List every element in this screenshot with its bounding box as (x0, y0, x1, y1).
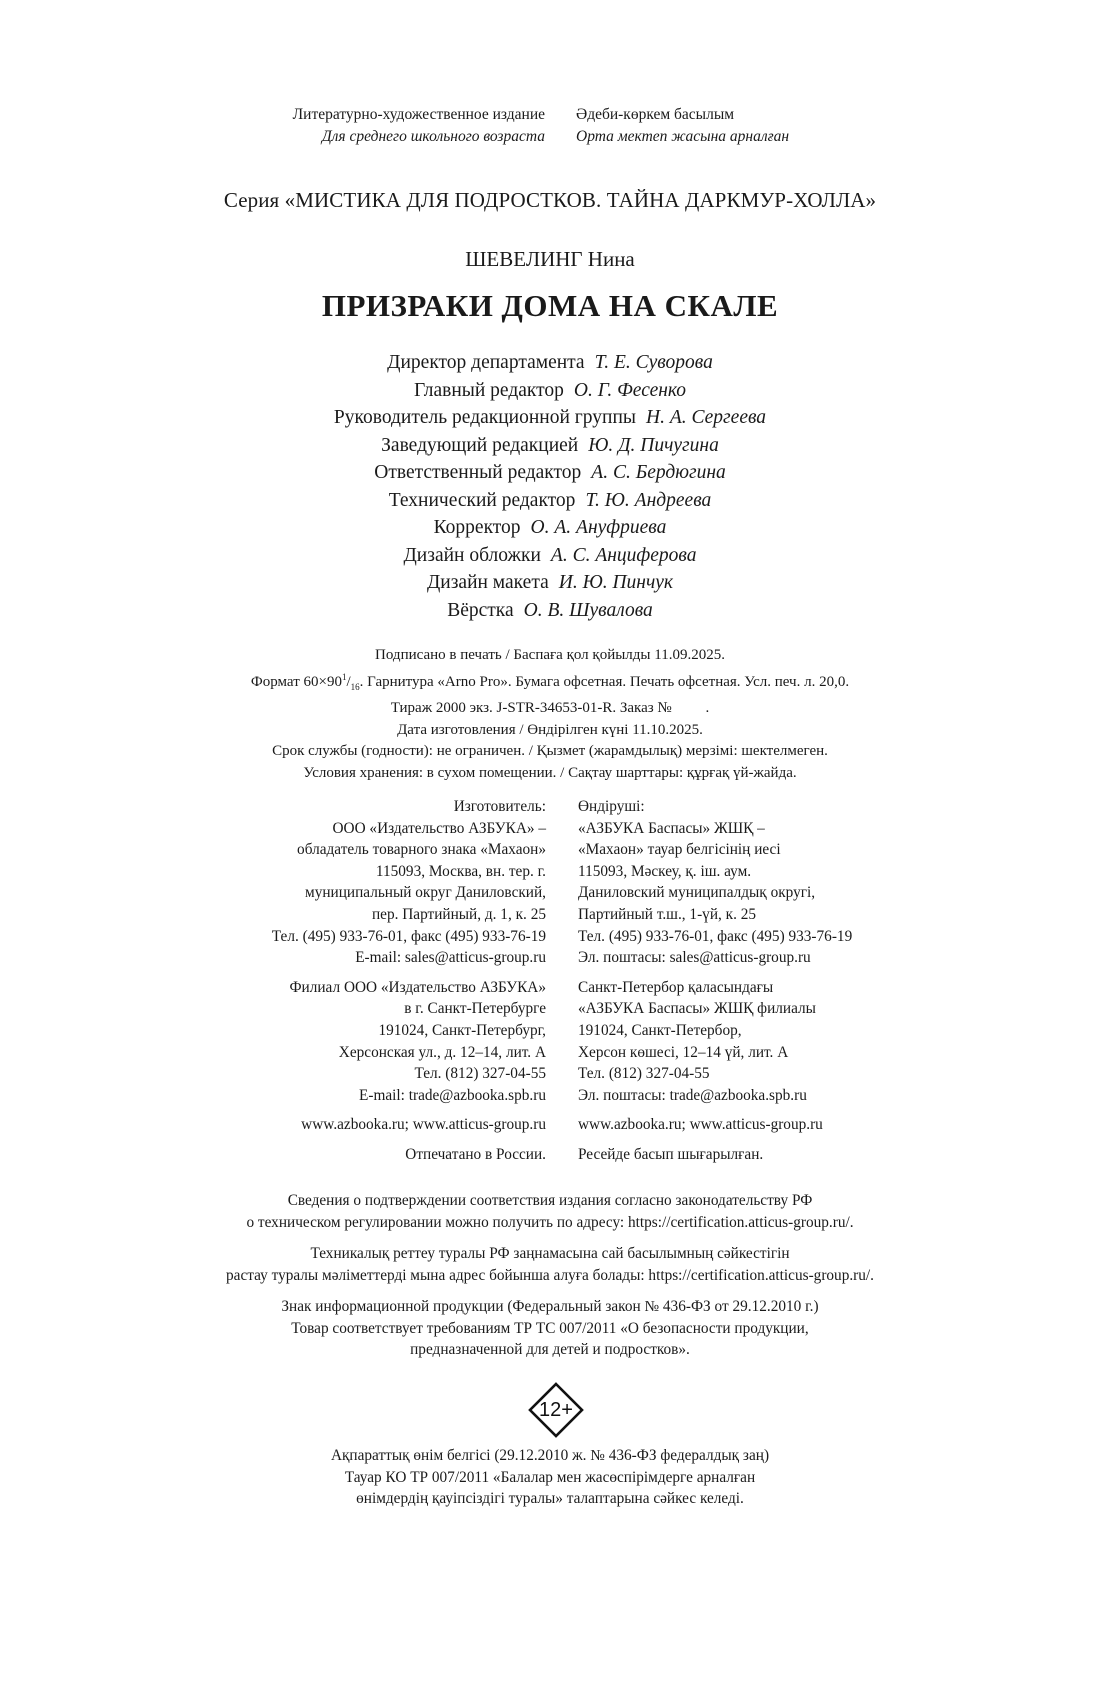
branch-line: Санкт-Петербор қаласындағы (578, 978, 774, 996)
manufacturer-email: Эл. поштасы: sales@atticus-group.ru (578, 949, 811, 967)
certification-ru-line2: о техническом регулировании можно получить по адресу: https://certification.atticus-group.ru/. (246, 1213, 854, 1231)
credit-name: Н. А. Сергеева (646, 407, 767, 428)
age-rating-label: 12+ (539, 1399, 573, 1421)
manufacturer-line: 115093, Мәскеу, қ. іш. аум. (578, 862, 752, 880)
manufacturer-line: муниципальный округ Даниловский, (305, 884, 546, 902)
branch-line: Херсон көшесі, 12–14 үй, лит. А (578, 1043, 789, 1061)
credit-role: Главный редактор (413, 379, 564, 401)
printed-in-ru: Отпечатано в России. (405, 1145, 546, 1163)
credit-row (0, 569, 1100, 597)
credit-row (0, 514, 1100, 542)
certification-ru (0, 1190, 1100, 1233)
manufacturer-phone: Тел. (495) 933-76-01, факс (495) 933-76-19 (578, 927, 853, 945)
credit-row (0, 377, 1100, 405)
credit-role: Дизайн обложки (403, 544, 541, 566)
branch-line: 191024, Санкт-Петербург, (378, 1021, 546, 1039)
credit-role: Дизайн макета (426, 572, 549, 593)
branch-phone: Тел. (812) 327-04-55 (578, 1065, 710, 1083)
credit-role: Руководитель редакционной группы (333, 407, 637, 428)
edition-type-ru-line1: Литературно-художественное издание (292, 106, 545, 123)
credit-row (0, 487, 1100, 515)
author-name: ШЕВЕЛИНГ Нина (465, 247, 635, 271)
manufacturer-line: «Махаон» тауар белгісінің иесі (578, 841, 781, 859)
credit-row (0, 542, 1100, 570)
format-denominator: 16 (350, 681, 360, 692)
age-audience-kz: Орта мектеп жасына арналған (576, 128, 790, 145)
branch-line: 191024, Санкт-Петербор, (578, 1021, 742, 1039)
websites-ru: www.azbooka.ru; www.atticus-group.ru (301, 1116, 546, 1134)
credit-name: О. В. Шувалова (523, 599, 653, 621)
credit-name: О. А. Ануфриева (530, 517, 667, 538)
certification-kz (0, 1243, 1100, 1286)
edition-type-kz (576, 104, 789, 148)
branch-line: в г. Санкт-Петербурге (404, 1000, 546, 1018)
info-sign-ru-line1: Знак информационной продукции (Федеральный закон № 436-ФЗ от 29.12.2010 г.) (281, 1298, 819, 1315)
certification-kz-line1: Техникалық реттеу туралы РФ заңнамасына сай басылымның сәйкестігін (310, 1245, 790, 1262)
branch-line: Филиал ООО «Издательство АЗБУКА» (289, 978, 546, 996)
credit-role: Директор департамента (387, 352, 585, 373)
info-sign-kz-line1: Ақпараттық өнім белгісі (29.12.2010 ж. № 436-ФЗ федералдық заң) (330, 1447, 770, 1464)
credit-row (0, 459, 1100, 487)
credit-name: И. Ю. Пинчук (558, 572, 674, 593)
manufacturer-line: «АЗБУКА Баспасы» ЖШҚ – (578, 819, 765, 837)
credit-name: Т. Ю. Андреева (585, 489, 712, 511)
manufacturer-phone: Тел. (495) 933-76-01, факс (495) 933-76-19 (271, 927, 546, 945)
manufacturer-label-ru: Изготовитель: (453, 798, 546, 815)
age-rating-icon (528, 1382, 584, 1438)
info-sign-ru (0, 1296, 1100, 1361)
manufacturer-line: обладатель товарного знака «Махаон» (297, 841, 546, 859)
contacts-ru (272, 796, 546, 1166)
info-sign-kz (0, 1445, 1100, 1510)
book-title: ПРИЗРАКИ ДОМА НА СКАЛЕ (321, 288, 779, 323)
credit-role: Технический редактор (388, 489, 576, 511)
branch-line: «АЗБУКА Баспасы» ЖШҚ филиалы (578, 1000, 816, 1018)
format-prefix: Формат 60×90 (250, 673, 342, 690)
print-run: Тираж 2000 экз. J-STR-34653-01-R. Заказ № . (390, 700, 710, 716)
credit-row (0, 349, 1100, 377)
credits-list (0, 349, 1100, 624)
credit-role: Вёрстка (447, 599, 514, 621)
manufacturer-line: пер. Партийный, д. 1, к. 25 (371, 905, 546, 923)
edition-type-ru (293, 104, 545, 148)
credit-row (0, 432, 1100, 460)
series-title: Серия «МИСТИКА ДЛЯ ПОДРОСТКОВ. ТАЙНА ДАРКМУР-ХОЛЛА» (223, 188, 877, 212)
credit-name: Т. Е. Суворова (594, 352, 713, 373)
credit-role: Заведующий редакцией (381, 434, 579, 456)
manufacture-date: Дата изготовления / Өндірілген күні 11.10.2025. (397, 721, 703, 738)
branch-phone: Тел. (812) 327-04-55 (414, 1065, 546, 1083)
manufacturer-line: Даниловский муниципалдық округі, (578, 884, 816, 902)
info-sign-ru-line3: предназначенной для детей и подростков». (410, 1341, 690, 1358)
certification-ru-line1: Сведения о подтверждении соответствия издания согласно законодательству РФ (287, 1192, 813, 1209)
branch-line: Херсонская ул., д. 12–14, лит. А (338, 1043, 546, 1061)
format-line: Формат $60\times 90^1/_{16}$. Гарнитура «Arno Pro». Бумага офсетная. Печать офсетная. Усл. печ. л. 20,0. (250, 671, 850, 692)
branch-email: Эл. поштасы: trade@azbooka.spb.ru (578, 1086, 807, 1104)
shelf-life: Срок службы (годности): не ограничен. / Қызмет (жарамдылық) мерзімі: шектелмеген. (272, 743, 828, 759)
credit-name: Ю. Д. Пичугина (588, 434, 719, 456)
info-sign-kz-line3: өнімдердің қауіпсіздігі туралы» талаптарына сәйкес келеді. (356, 1490, 744, 1507)
info-sign-kz-line2: Тауар КО ТР 007/2011 «Балалар мен жасөспірімдерге арналған (344, 1468, 756, 1486)
branch-email: E-mail: trade@azbooka.spb.ru (359, 1086, 546, 1104)
age-audience-ru: Для среднего школьного возраста (321, 128, 545, 145)
credit-row (0, 404, 1100, 432)
certification-kz-line2: растау туралы мәліметтерді мына адрес бойынша алуға болады: https://certification.atticus-group.ru/. (226, 1266, 874, 1284)
credit-role: Ответственный редактор (374, 462, 582, 483)
manufacturer-email: E-mail: sales@atticus-group.ru (355, 949, 546, 967)
format-rest: . Гарнитура «Arno Pro». Бумага офсетная. Печать офсетная. Усл. печ. л. 20,0. (359, 673, 850, 690)
credit-role: Корректор (433, 517, 521, 538)
credit-name: А. С. Анциферова (550, 544, 697, 566)
credit-row (0, 597, 1100, 625)
manufacturer-line: Партийный т.ш., 1-үй, к. 25 (578, 905, 757, 923)
storage-conditions: Условия хранения: в сухом помещении. / Сақтау шарттары: құрғақ үй-жайда. (303, 764, 797, 781)
manufacturer-label-kz: Өндіруші: (578, 798, 645, 815)
printed-in-kz: Ресейде басып шығарылған. (578, 1145, 764, 1163)
manufacturer-line: 115093, Москва, вн. тер. г. (375, 862, 546, 880)
manufacturer-line: ООО «Издательство АЗБУКА» – (332, 819, 546, 837)
credit-name: О. Г. Фесенко (573, 379, 687, 401)
edition-type-kz-line1: Әдеби-көркем басылым (576, 106, 735, 123)
credit-name: А. С. Бердюгина (591, 462, 726, 483)
format-numerator: 1 (341, 671, 347, 682)
imprint-block (0, 645, 1100, 784)
info-sign-ru-line2: Товар соответствует требованиям ТР ТС 007/2011 «О безопасности продукции, (291, 1319, 809, 1337)
signed-to-print: Подписано в печать / Баспаға қол қойылды 11.09.2025. (375, 647, 725, 663)
websites-kz: www.azbooka.ru; www.atticus-group.ru (578, 1116, 823, 1134)
contacts-kz (578, 796, 852, 1166)
